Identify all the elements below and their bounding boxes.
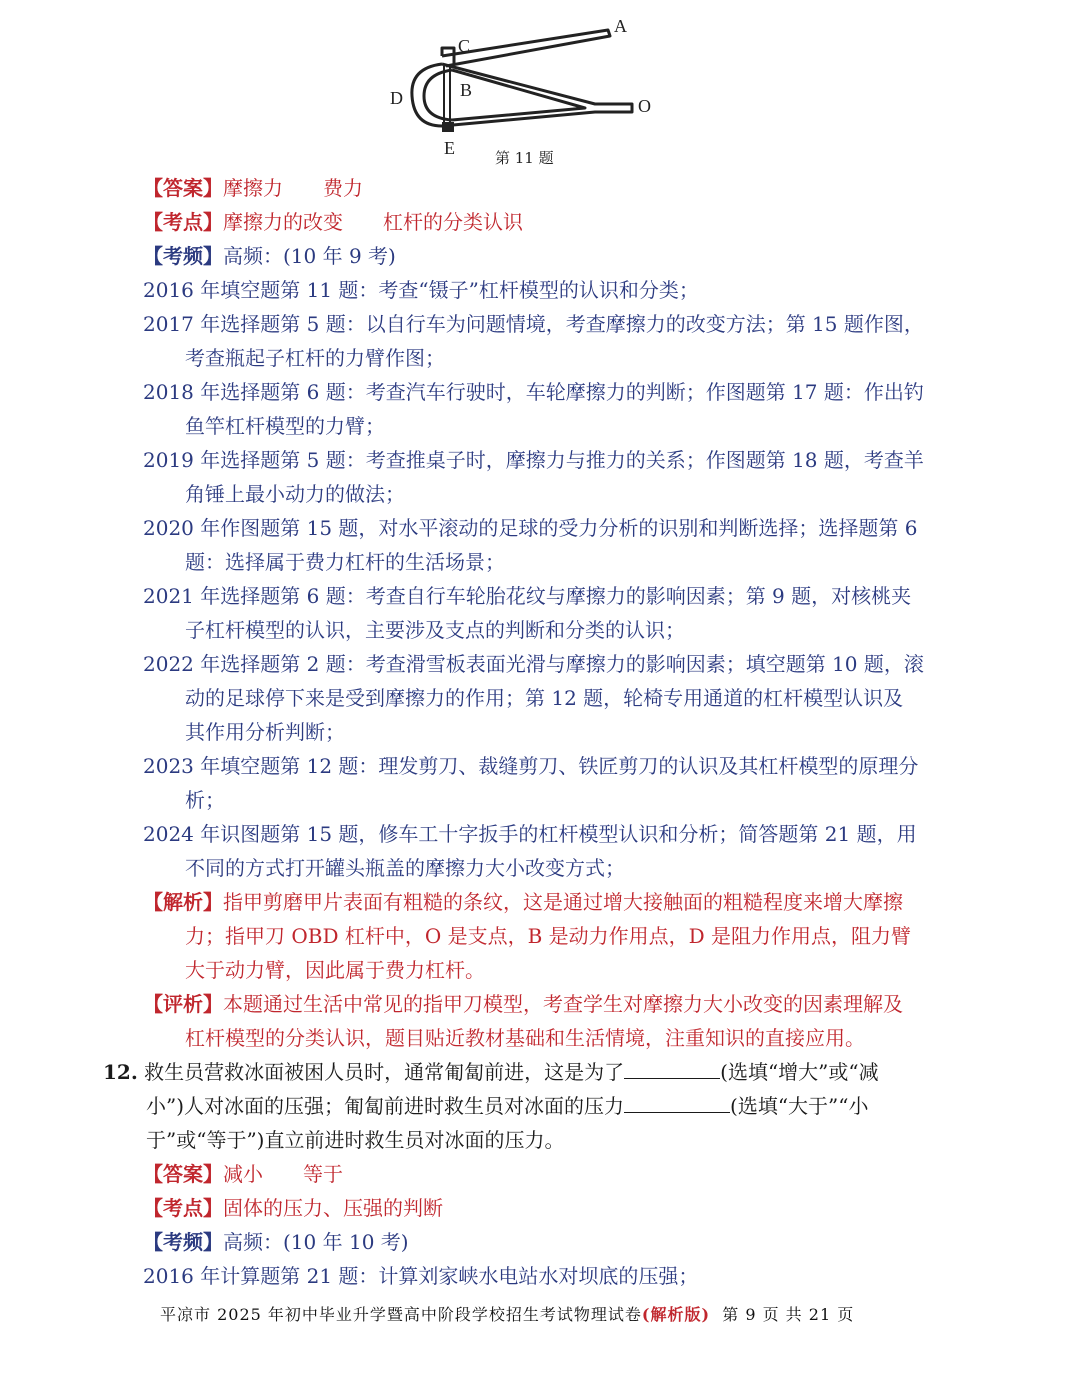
q11-comment [143,990,903,1018]
q11-analysis [143,888,903,916]
history-line: 2016 年计算题第 21 题：计算刘家峡水电站水对坝底的压强； [143,1264,699,1288]
freq-tag: 【考频】 [143,244,223,268]
history-line: 动的足球停下来是受到摩擦力的作用；第 12 题，轮椅专用通道的杠杆模型认识及 [185,686,904,710]
history-line: 2023 年填空题第 12 题：理发剪刀、裁缝剪刀、铁匠剪刀的认识及其杠杆模型的原理分 [143,754,919,778]
footer-page: 第 9 页 共 21 页 [722,1305,855,1324]
history-line: 2022 年选择题第 2 题：考查滑雪板表面光滑与摩擦力的影响因素；填空题第 10 题，滚 [143,652,924,676]
answer-blank-2[interactable] [624,1092,730,1113]
q11-point [143,208,523,236]
footer-title: 平凉市 2025 年初中毕业升学暨高中阶段学校招生考试物理试卷 [160,1305,642,1324]
history-line: 2021 年选择题第 6 题：考查自行车轮胎花纹与摩擦力的影响因素；第 9 题，对核桃夹 [143,584,912,608]
answer-tag: 【答案】 [143,176,223,200]
point-tag: 【考点】 [143,210,223,234]
point-text: 摩擦力的改变 杠杆的分类认识 [223,210,523,234]
history-line: 鱼竿杠杆模型的力臂； [185,414,385,438]
page-footer [160,1302,854,1325]
e-block [442,122,454,132]
history-line: 2020 年作图题第 15 题，对水平滚动的足球的受力分析的识别和判断选择；选择题第 6 [143,516,918,540]
analysis-line: 大于动力臂，因此属于费力杠杆。 [185,958,485,982]
answer-blank-1[interactable] [624,1058,720,1079]
q12-point [143,1194,443,1222]
freq-text: 高频：(10 年 10 考) [223,1230,409,1254]
history-line: 2016 年填空题第 11 题：考查“镊子”杠杆模型的认识和分类； [143,278,699,302]
answer-text: 摩擦力 费力 [223,176,363,200]
point-text: 固体的压力、压强的判断 [223,1196,443,1220]
q11-freq [143,242,396,270]
history-line: 2018 年选择题第 6 题：考查汽车行驶时，车轮摩擦力的判断；作图题第 17 题：作出钓 [143,380,924,404]
q12-freq [143,1228,409,1256]
analysis-line: 力；指甲刀 OBD 杠杆中，O 是支点，B 是动力作用点，D 是阻力作用点，阻力臂 [185,924,912,948]
q12-stem-line-1 [103,1058,879,1086]
stem-text: 于”或“等于”)直立前进时救生员对冰面的压力。 [146,1128,565,1152]
freq-tag: 【考频】 [143,1230,223,1254]
history-line: 子杠杆模型的认识，主要涉及支点的判断和分类的认识； [185,618,685,642]
history-line: 题：选择属于费力杠杆的生活场景； [185,550,505,574]
comment-tag: 【评析】 [143,992,223,1016]
figure-caption: 第 11 题 [495,149,554,167]
label-o: O [638,96,651,116]
answer-text: 减小 等于 [223,1162,343,1186]
stem-text: 救生员营救冰面被困人员时，通常匍匐前进，这是为了 [144,1060,625,1084]
analysis-tag: 【解析】 [143,890,223,914]
label-d: D [390,88,403,108]
history-line: 2019 年选择题第 5 题：考查推桌子时，摩擦力与推力的关系；作图题第 18 题，考查羊 [143,448,924,472]
freq-text: 高频：(10 年 9 考) [223,244,396,268]
history-line: 考查瓶起子杠杆的力臂作图； [185,346,445,370]
stem-text: (选填“大于”“小 [730,1094,869,1118]
label-e: E [444,138,455,158]
history-line: 角锤上最小动力的做法； [185,482,405,506]
footer-version: (解析版) [641,1305,711,1324]
history-line: 不同的方式打开罐头瓶盖的摩擦力大小改变方式； [185,856,625,880]
q11-answer [143,174,363,202]
q12-answer [143,1160,343,1188]
label-b: B [460,80,473,100]
history-line: 2024 年识图题第 15 题，修车工十字扳手的杠杆模型认识和分析；简答题第 21 题，用 [143,822,917,846]
label-c: C [458,36,471,56]
history-line: 其作用分析判断； [185,720,345,744]
question-number: 12. [103,1060,138,1084]
history-line: 2017 年选择题第 5 题：以自行车为问题情境，考查摩擦力的改变方法；第 15 题作图， [143,312,924,336]
comment-line: 本题通过生活中常见的指甲刀模型，考查学生对摩擦力大小改变的因素理解及 [223,992,903,1016]
comment-line: 杠杆模型的分类认识，题目贴近教材基础和生活情境，注重知识的直接应用。 [185,1026,865,1050]
answer-tag: 【答案】 [143,1162,223,1186]
history-line: 析； [185,788,225,812]
analysis-line: 指甲剪磨甲片表面有粗糙的条纹，这是通过增大接触面的粗糙程度来增大摩擦 [223,890,903,914]
point-tag: 【考点】 [143,1196,223,1220]
stem-text: 小”)人对冰面的压强；匍匐前进时救生员对冰面的压力 [146,1094,625,1118]
label-a: A [614,16,627,36]
stem-text: (选填“增大”或“减 [720,1060,879,1084]
q12-stem-line-2 [146,1092,869,1120]
